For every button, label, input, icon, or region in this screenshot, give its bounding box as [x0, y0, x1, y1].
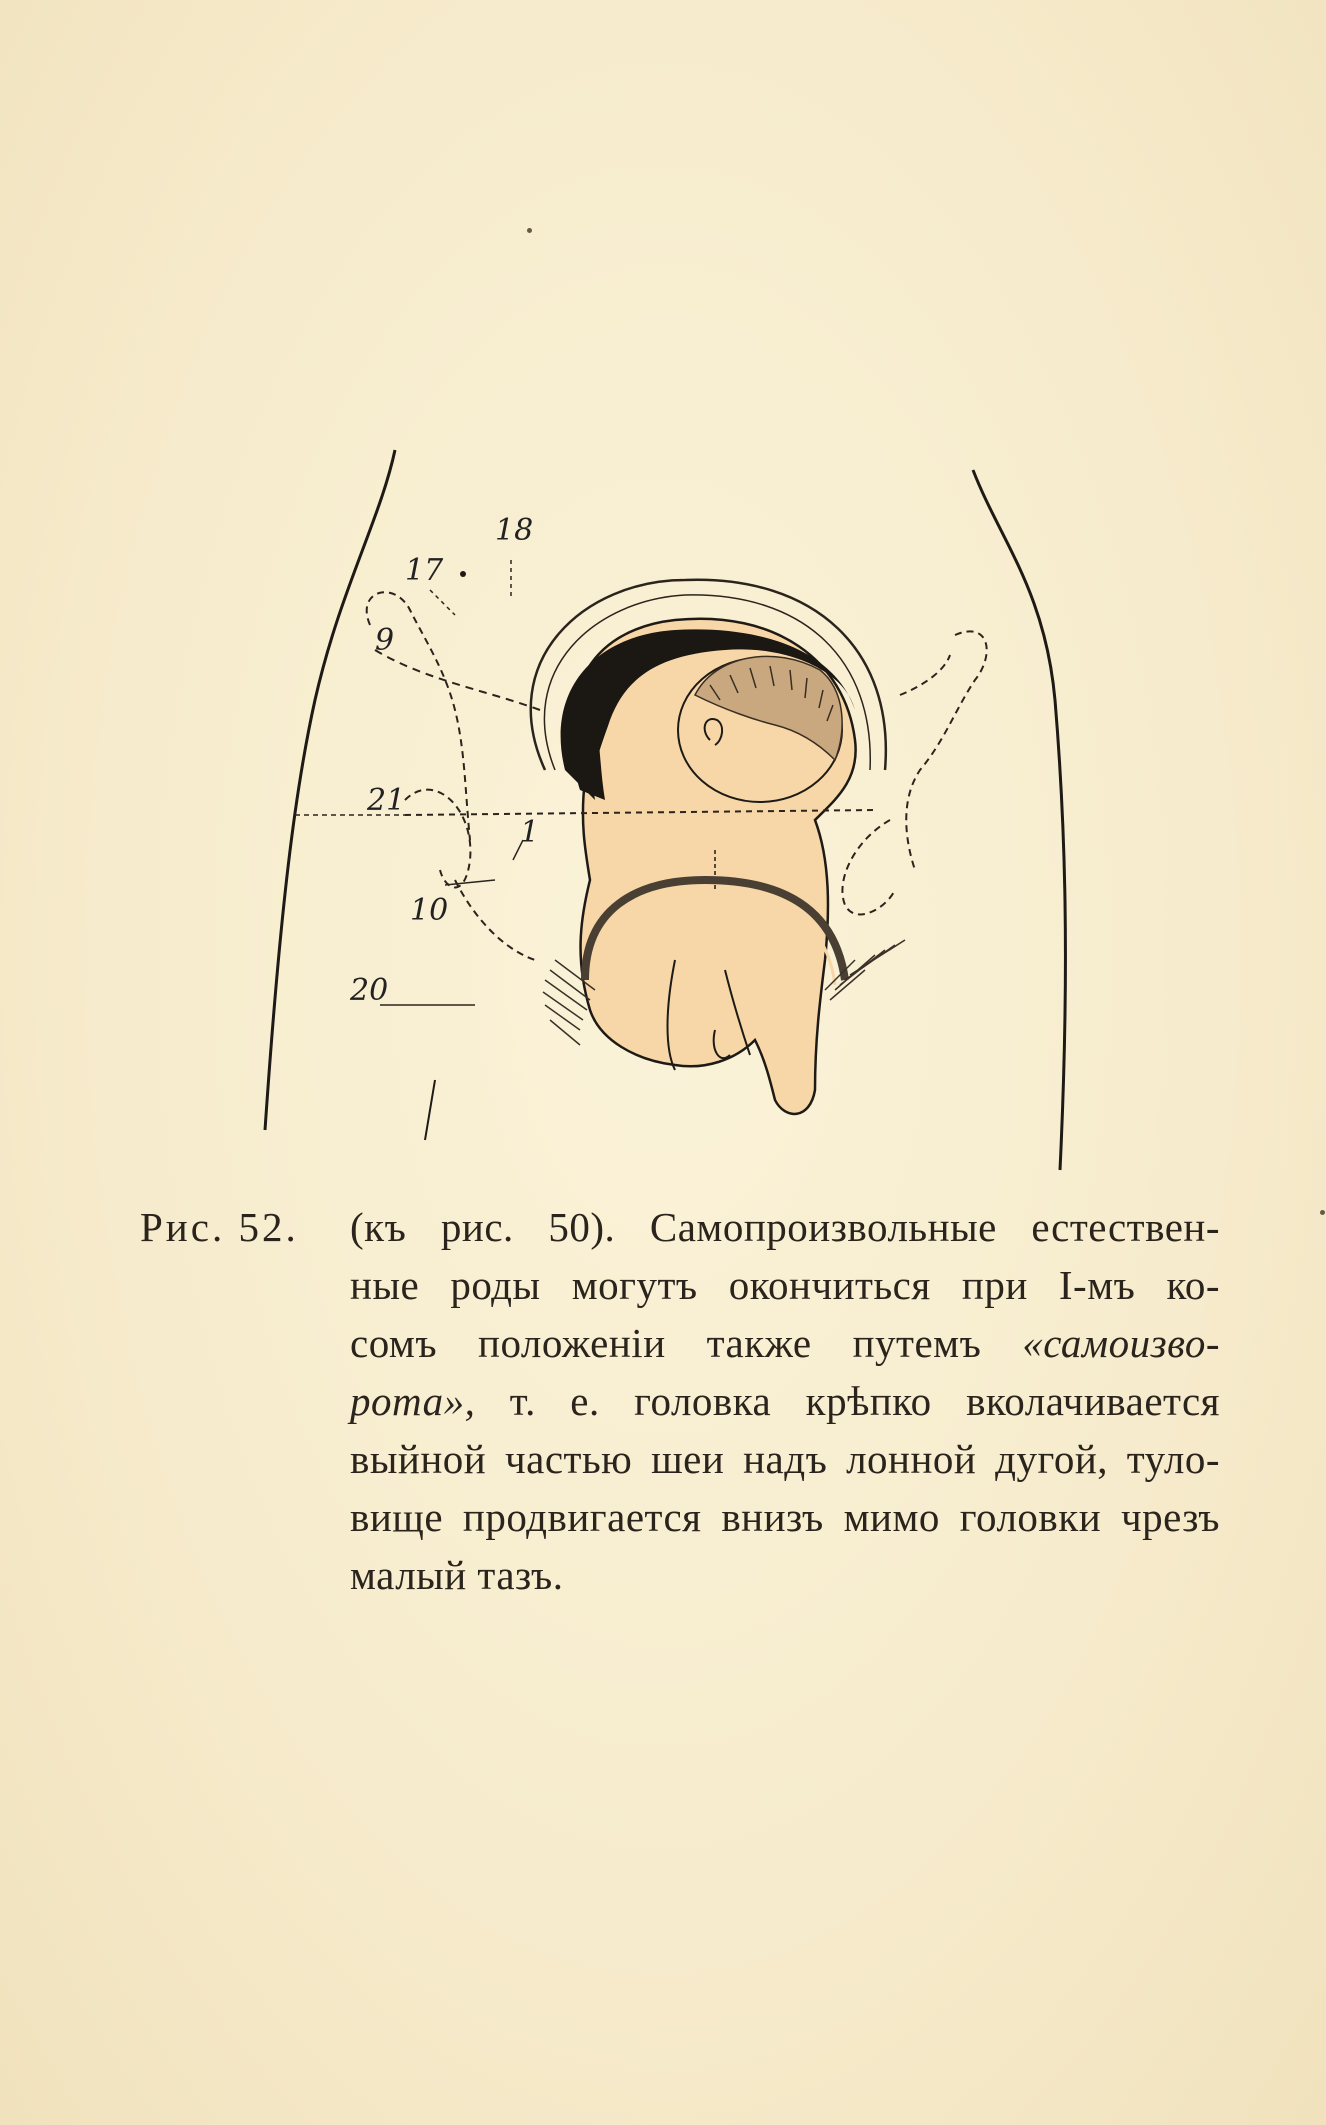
caption-text: выйной частью шеи надъ лонной дугой, туло-: [350, 1436, 1220, 1482]
pelvis-dashed-right-hook: [900, 655, 950, 695]
label-10: 10: [410, 893, 449, 928]
label-9: 9: [375, 623, 395, 658]
label-17: 17: [405, 553, 444, 588]
pelvis-dashed-left-lower: [455, 880, 535, 960]
caption-italic: «самоизво-: [1022, 1320, 1220, 1366]
anatomical-figure: [255, 440, 1075, 1180]
caption-line-6: [140, 1488, 1220, 1546]
label-20: 20: [350, 973, 389, 1008]
caption-text: (къ рис. 50). Самопроизвольные естествен-: [350, 1204, 1220, 1250]
figure-svg: [255, 440, 1075, 1180]
caption-text: рота», т. е. головка крѣпко вколачивается: [350, 1378, 1220, 1424]
leader-17: [430, 590, 455, 615]
pelvis-dashed-left-inner: [405, 790, 470, 888]
pelvis-dashed-9: [375, 650, 540, 710]
caption-text: сомъ положенiи также путемъ «самоизво-: [350, 1320, 1220, 1366]
caption-text: малый тазъ.: [350, 1552, 564, 1598]
caption-line-5: [140, 1430, 1220, 1488]
paper-speck: [1320, 1210, 1325, 1215]
label-21: 21: [367, 783, 406, 818]
caption-line-3: [140, 1314, 1220, 1372]
caption-italic: рота»,: [350, 1378, 476, 1424]
bottom-stroke-left: [425, 1080, 435, 1140]
caption-line-2: [140, 1256, 1220, 1314]
caption-text: ные роды могутъ окончиться при Ӏ-мъ ко-: [350, 1262, 1220, 1308]
caption-line-1: [140, 1198, 1220, 1256]
paper-speck: [527, 228, 532, 233]
pelvis-dashed-right-inner: [842, 820, 895, 914]
dot-marker: [460, 571, 466, 577]
body-outline-right: [973, 470, 1065, 1170]
figure-caption: [140, 1198, 1220, 1604]
label-1: 1: [520, 815, 540, 850]
caption-text: вище продвигается внизъ мимо головки чрезъ: [350, 1494, 1220, 1540]
caption-line-4: [140, 1372, 1220, 1430]
label-18: 18: [495, 513, 534, 548]
leader-10: [445, 880, 495, 885]
pelvis-dashed-right: [906, 631, 986, 870]
caption-prefix: Рис. 52.: [140, 1204, 299, 1250]
caption-line-7: [140, 1546, 1220, 1604]
